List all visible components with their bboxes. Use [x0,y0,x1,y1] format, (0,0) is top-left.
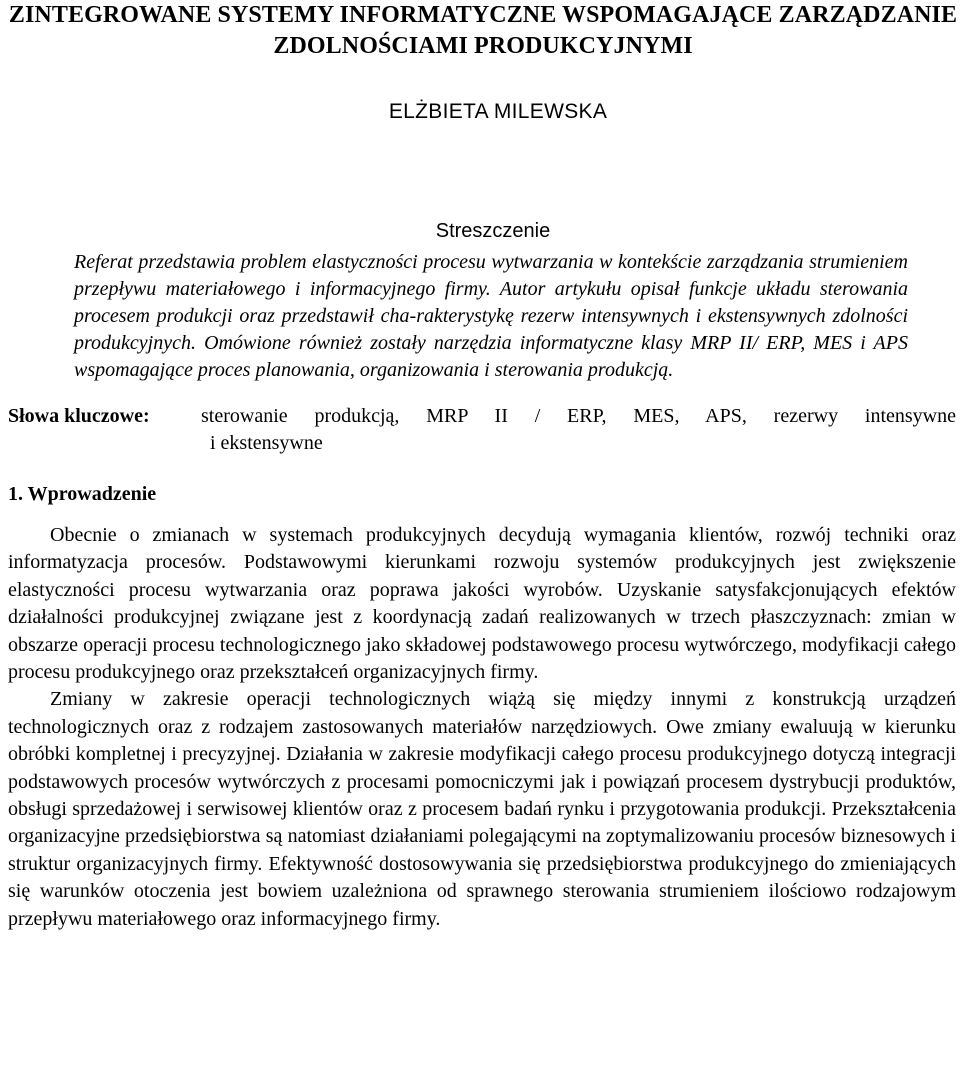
keywords-line-1: sterowanie produkcją, MRP II / ERP, MES, APS, rezerwy intensywne [201,405,956,427]
keywords [8,403,958,457]
section-heading-introduction: 1. Wprowadzenie [8,483,157,505]
paper-title [8,0,958,62]
abstract-heading: Streszczenie [435,220,551,242]
paragraph: Obecnie o zmianach w systemach produkcyjnych decydują wymagania klientów, rozwój techniki oraz informatyzacja procesów. Podstawowymi kierunkami rozwoju systemów produkcyjnych jest zwiększenie elastyczności procesu wytwarzania oraz poprawa jakości wyrobów. Uzyskanie satysfakcjonujących efektów działalności produkcyjnej związane jest z koordynacją zadań realizowanych w trzech płaszczyznach: zmian w obszarze operacji procesu technologicznego jako składowej podstawowego procesu wytwórczego, modyfikacji całego procesu produkcyjnego oraz przekształceń organizacyjnych firmy. [8,524,956,684]
keywords-label: Słowa kluczowe: [8,405,150,427]
keywords-line-2: i ekstensywne [210,432,323,454]
title-line-2: ZDOLNOŚCIAMI PRODUKCYJNYMI [273,33,693,59]
paper-page [8,0,958,933]
section-body [8,522,958,933]
abstract-text: Referat przedstawia problem elastyczności procesu wytwarzania w kontekście zarządzania strumieniem przepływu materiałowego i informacyjnego firmy. Autor artykułu opisał funkcje układu sterowania procesem produkcji oraz przedstawił cha-rakterystykę rezerw intensywnych i ekstensywnych zdolności produkcyjnych. Omówione również zostały narzędzia informatyczne klasy MRP II/ ERP, MES i APS wspomagające proces planowania, organizowania i sterowania produkcją. [74,251,908,381]
title-line-1: ZINTEGROWANE SYSTEMY INFORMATYCZNE WSPOMAGAJĄCE ZARZĄDZANIE [8,2,958,28]
paragraph: Zmiany w zakresie operacji technologicznych wiążą się między innymi z konstrukcją urządzeń technologicznych oraz z rodzajem zastosowanych materiałów narzędziowych. Owe zmiany ewaluują w kierunku obróbki kompletnej i precyzyjnej. Działania w zakresie modyfikacji całego procesu produkcyjnego dotyczą integracji podstawowych procesów wytwórczych z procesami pomocniczymi jak i powiązań procesem dystrybucji produktów, obsługi sprzedażowej i serwisowej klientów oraz z procesem badań rynku i przygotowania produkcji. Przekształcenia organizacyjne przedsiębiorstwa są natomiast działaniami polegającymi na zoptymalizowaniu procesów biznesowych i struktur organizacyjnych firmy. Efektywność dostosowywania się przedsiębiorstwa produkcyjnego do zmieniających się warunków otoczenia jest bowiem uzależniona od sprawnego sterowania strumieniem ilościowo rodzajowym przepływu materiałowego oraz informacyjnego firmy. [8,688,956,930]
keywords-list [201,403,958,457]
author-name: ELŻBIETA MILEWSKA [388,100,608,123]
